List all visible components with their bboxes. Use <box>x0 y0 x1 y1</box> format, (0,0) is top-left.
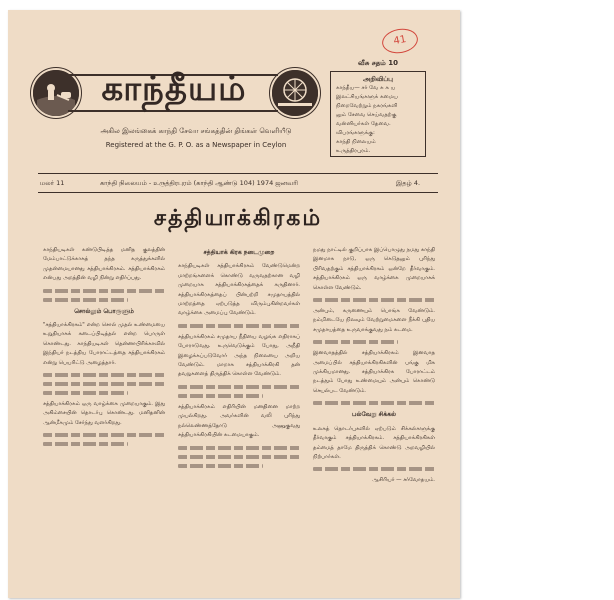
paragraph: காந்தியடிகள் சத்தியாக்கிரகம் வேண்டுமென்ற மாற்றங்களைக் கொண்டு வருவதற்கான வழி முறையாக சத்தியாக்கிரகத்தைக் கருதினார். சத்தியாக்கிரகத்தைப் பின்பற்றி சமுதாயத்தில் மாற்றத்தை ஏற்படுத்த விரும்புகின்றவர்கள் வாழ்க்கை அமைப்பு வேண்டும். <box>178 263 300 317</box>
notice-box <box>330 71 426 157</box>
signoff: ஆசிரியர் — சர்வோதயம். <box>372 477 435 484</box>
issue-bar <box>38 177 438 189</box>
text-lines <box>43 391 128 395</box>
notice-line: உருத்திரபுரம். <box>336 148 371 154</box>
text-lines <box>313 401 435 405</box>
paragraph: சத்தியாக்கிரகம் எதிரியின் மனதினை மாற்ற முயல்கிறது. அவர்களின் வலி புரிந்து நல்லெண்ணத்தோடு அணுகுவது சத்தியாக்கிரகியின் கடமையாகும். <box>178 403 300 439</box>
text-lines <box>178 394 263 398</box>
paragraph: உலகத் தொடர்புகளில் ஏற்படும் சிக்கல்களுக்கு தீர்வாகும் சத்தியாக்கிரகம். சத்தியாக்கிரகிகள் தம்மைத் தாமே திருத்திக் கொண்டு அறவழியில் நிற்பார்கள். <box>313 425 435 460</box>
text-lines <box>313 340 398 344</box>
newspaper-page <box>8 10 460 598</box>
notice-line: இலட்சியங்களுக் கமைய <box>336 94 398 100</box>
paragraph: காந்தியடிகள் கண்டுபிடித்த மனித குலத்தின் மேம்பாட்டுக்காகத் தந்த கருத்துக்களில் முதன்மையானது சத்தியாக்கிரகம். சத்தியாக்கிரகம் என்பது அறத்தின் வழி நின்று எதிர்ப்பது. <box>43 247 165 282</box>
paragraph: இனவாதத்தில் சத்தியாக்கிரகம் இனவாத அமைப்பில் சத்தியாக்கிரகிகளின் பங்கு மிக முக்கியமானது. சத்தியாக்கிரக போராட்டம் நடத்தும் போது உண்மையும் அன்பும் கொண்டு செயல்பட வேண்டும். <box>313 350 435 394</box>
issue-rule-top <box>38 173 438 174</box>
text-lines <box>43 382 165 386</box>
article-column-3 <box>313 246 435 491</box>
section-heading: சத்தியாக் கிரக நடைமுறை <box>203 249 275 256</box>
notice-title: அறிவிப்பு <box>363 75 393 83</box>
issue-number: இதழ் 4. <box>396 179 421 187</box>
notice-line: விபரங்களுக்கு: <box>336 130 375 136</box>
article-headline: சத்தியாக்கிரகம் <box>153 206 323 231</box>
notice-line: காந்தி நிலையம் <box>336 139 376 145</box>
masthead-title: காந்தீயம் <box>101 69 247 109</box>
text-lines <box>43 442 128 446</box>
paragraph: சத்தியாக்கிரகம் சமுதாய நீதியை வழங்க எதிராகப் போராடுவது. உருவெடுக்கும் போது, அநீதி இழைக்கப்படுவோர் அந்த நிலையை அறிய வேண்டும். மாறாக சத்தியாக்கிரகி தன் தவறுகளைத் திருத்திக் கொள்ள வேண்டும். <box>178 333 300 378</box>
issue-dateline: காந்தி நிலையம் - உருத்திரபுரம் (காந்தி ஆண்டு 104) 1974 ஜனவரி <box>100 179 298 187</box>
text-lines <box>43 289 165 293</box>
text-lines <box>313 298 435 302</box>
text-lines <box>178 385 300 389</box>
notice-line: லும் சேவை செய்வதற்கு <box>336 112 397 118</box>
text-lines <box>43 373 165 377</box>
notice-line: வன்னியர்கள் தேவை. <box>336 121 391 127</box>
registered-note: Registered at the G. P. O. as a Newspaper in Ceylon <box>105 141 287 149</box>
paragraph: "சத்தியாக்கிரகம்" என்ற சொல் முதல் உண்மையை உறுதியாகக் கடைப்பிடித்தல் என்ற பொருள் கொண்டது. காந்தியடிகள் தென்னாபிரிக்காவில் இந்தியர் நடத்திய போராட்டத்தை சத்தியாக்கிரகம் என்று பெயரிட்டு அழைத்தார். <box>43 322 165 366</box>
notice-line: காந்தீய— சர் வே சு க ய <box>336 85 396 91</box>
price-label: வீசு சதம் 10 <box>358 59 398 67</box>
text-lines <box>313 467 435 471</box>
text-lines <box>43 298 128 302</box>
issue-volume: மலர் 11 <box>40 179 65 187</box>
article-column-2 <box>178 246 300 473</box>
paragraph: சத்தியாக்கிரகம் ஒரு வாழ்க்கை முறையாகும். இது அகிம்சையின் தொடர்பு கொண்டது. மனிதனின் ஆன்மீகமும் சேர்ந்து வளர்கிறது. <box>43 401 165 426</box>
text-lines <box>178 455 300 459</box>
section-heading: பல்வேறு சிக்கல் <box>352 411 396 419</box>
paragraph: அன்பும், கருணையும் பொங்க வேண்டும். நம்மிடையே நிலவும் வேற்றுமைகளை நீக்கி புதிய சமுதாயத்தை உருவாக்குவது நம் கடமை. <box>313 308 435 333</box>
issue-rule-bottom <box>38 192 438 193</box>
section-heading: சொல்லும் பொருளும் <box>74 307 134 315</box>
handwritten-page-number: 41 <box>380 26 420 56</box>
text-lines <box>178 446 300 450</box>
text-lines <box>178 464 263 468</box>
masthead-subtitle: அகில இலங்கைக் காந்தி சேவா சங்கத்தின் திங்கள் வெளியீடு <box>100 127 292 135</box>
text-lines <box>178 324 300 328</box>
notice-line: நிறைவேற்றும் நகரங்களி <box>336 103 398 109</box>
text-lines <box>43 433 165 437</box>
article-column-1 <box>43 246 165 451</box>
paragraph: நமது நாட்டில் குறிப்பாக இப்பொழுது நமது காந்தி இனமாக நாடு, ஒரு கெடுதலும் புரிந்து பிரிவதற்கும் சத்தியாக்கிரகம் ஒன்றே தீர்வாகும். சத்தியாக்கிரகம் ஒரு வாழ்க்கை முறையாகக் கொள்ள வேண்டும். <box>313 247 435 291</box>
